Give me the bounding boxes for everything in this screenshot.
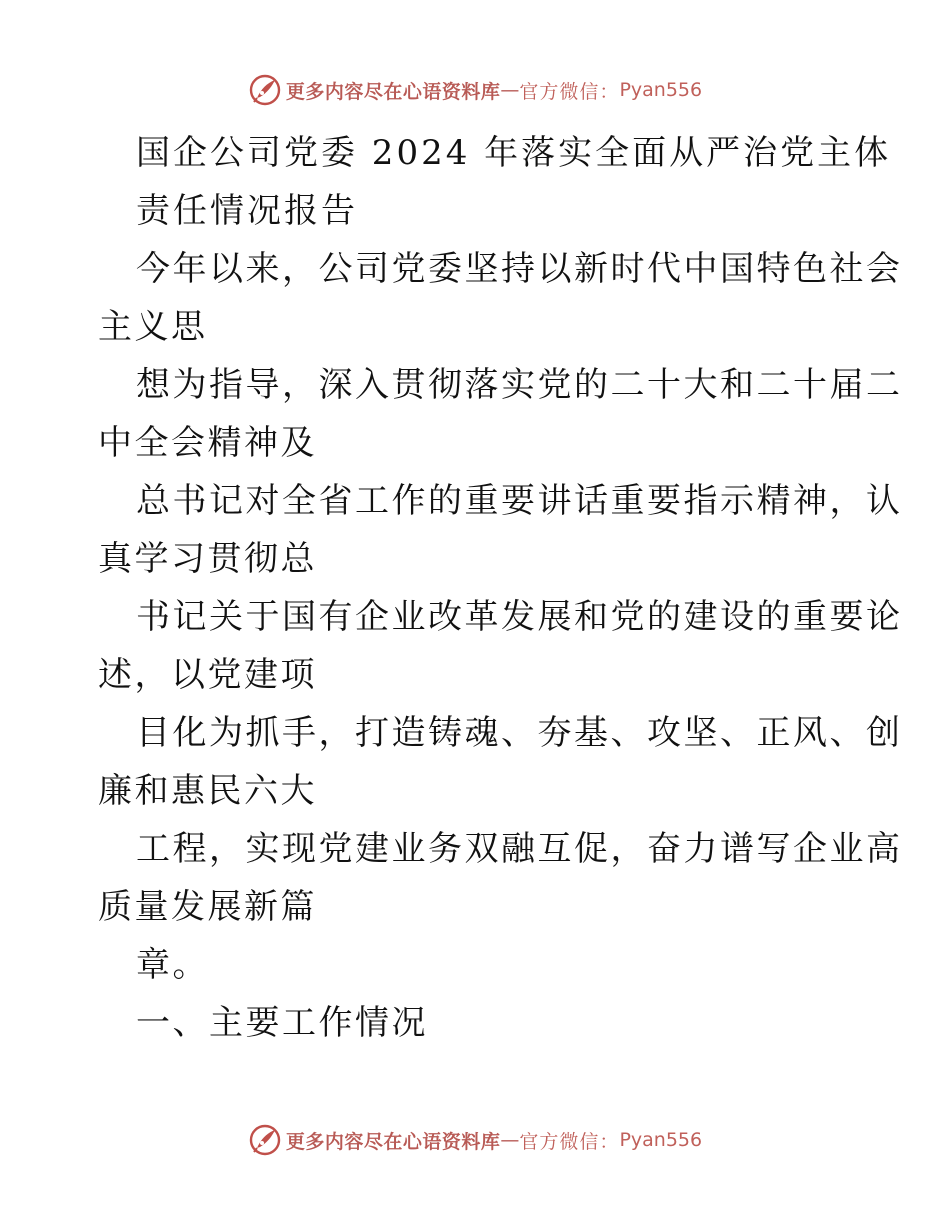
- watermark-dash: —: [500, 79, 520, 101]
- paragraph-line: 真学习贯彻总: [98, 539, 317, 579]
- paragraph-line: 总书记对全省工作的重要讲话重要指示精神，认: [136, 481, 903, 521]
- paragraph-line: 工程，实现党建业务双融互促，奋力谱写企业高: [136, 829, 903, 869]
- paragraph-line: 目化为抓手，打造铸魂、夯基、攻坚、正风、创: [136, 713, 903, 753]
- paragraph-line: 想为指导，深入贯彻落实党的二十大和二十届二: [136, 365, 903, 405]
- document-body: [98, 124, 903, 1052]
- watermark-footer: [0, 1122, 950, 1158]
- watermark-main-text: 更多内容尽在心语资料库: [285, 80, 501, 103]
- watermark-wechat-label: 官方微信：: [519, 1130, 620, 1153]
- feather-logo-icon: [248, 73, 282, 107]
- paragraph-line: 章。: [136, 945, 209, 985]
- doc-title-line-1: 国企公司党委 2024 年落实全面从严治党主体: [136, 133, 892, 173]
- paragraph-line: 今年以来，公司党委坚持以新时代中国特色社会: [136, 249, 903, 289]
- section-heading: 一、主要工作情况: [136, 1003, 428, 1043]
- watermark-wechat-id: Pyan556: [619, 79, 703, 101]
- paragraph-line: 主义思: [98, 307, 208, 347]
- paragraph-line: 中全会精神及: [98, 423, 317, 463]
- watermark-dash: —: [500, 1129, 520, 1151]
- paragraph-line: 廉和惠民六大: [98, 771, 317, 811]
- doc-title-line-2: 责任情况报告: [136, 191, 358, 231]
- watermark-header: [0, 72, 950, 108]
- watermark-wechat-id: Pyan556: [619, 1129, 703, 1151]
- feather-logo-icon: [248, 1123, 282, 1157]
- paragraph-line: 述，以党建项: [98, 655, 317, 695]
- paragraph-line: 书记关于国有企业改革发展和党的建设的重要论: [136, 597, 903, 637]
- paragraph-line: 质量发展新篇: [98, 887, 317, 927]
- watermark-wechat-label: 官方微信：: [519, 80, 620, 103]
- watermark-main-text: 更多内容尽在心语资料库: [285, 1130, 501, 1153]
